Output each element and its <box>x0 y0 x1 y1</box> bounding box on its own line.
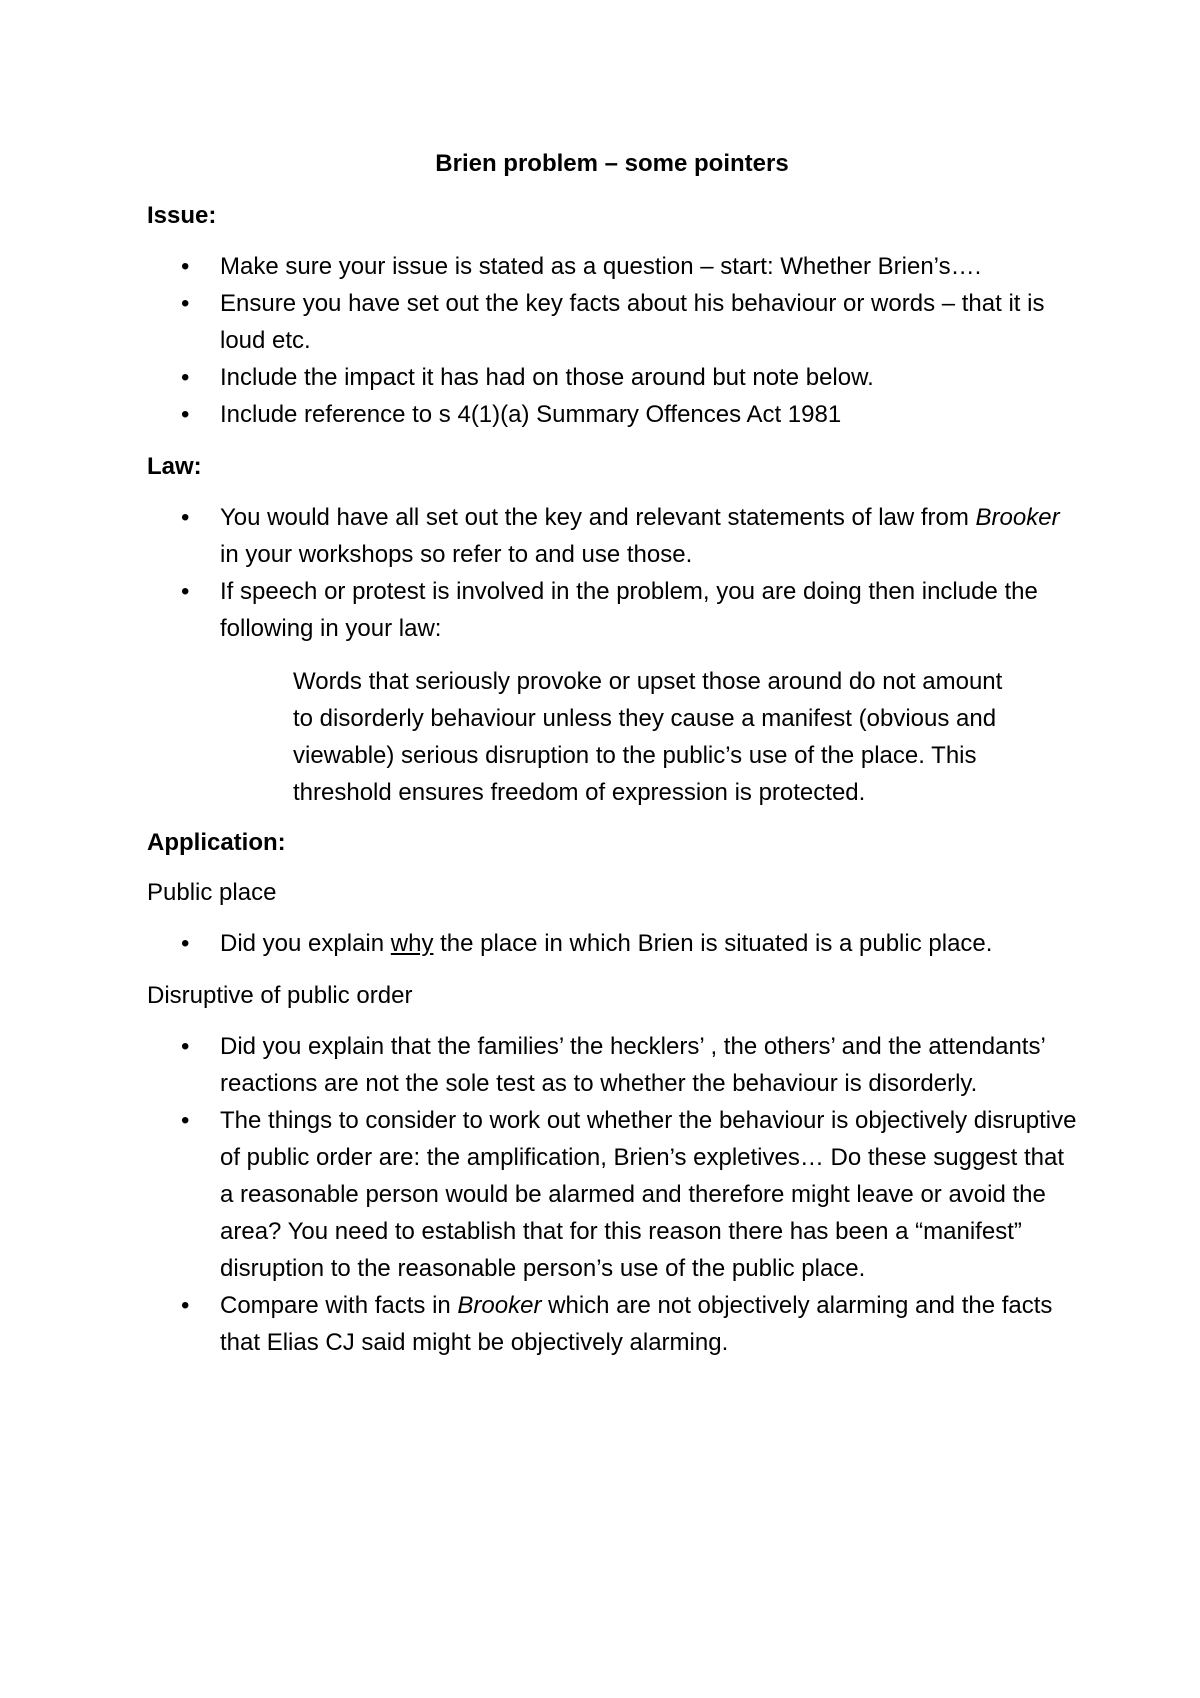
underlined-word: why <box>390 930 434 957</box>
list-item-text: Make sure your issue is stated as a question – start: Whether Brien’s…. <box>220 253 982 280</box>
list-item-text: Did you explain that the families’ the hecklers’ , the others’ and the attendants’ reactions are not the sole test as to whether the behaviour is disorderly. <box>220 1033 1045 1097</box>
bullet-icon: • <box>181 401 190 428</box>
list-item-text-start: Compare with facts in <box>220 1292 458 1319</box>
bullet-icon: • <box>181 253 190 280</box>
law-heading: Law: <box>147 453 202 480</box>
list-item-text: Include the impact it has had on those around but note below. <box>220 364 874 391</box>
disruptive-subheading: Disruptive of public order <box>147 982 413 1009</box>
list-item-text-end: in your workshops so refer to and use those. <box>220 541 693 568</box>
list-item <box>147 1028 1077 1102</box>
public-place-list <box>147 925 1077 962</box>
list-item <box>147 285 1077 359</box>
disruptive-list <box>147 1028 1077 1361</box>
application-heading: Application: <box>147 829 286 856</box>
issue-heading: Issue: <box>147 202 217 229</box>
list-item-text: If speech or protest is involved in the problem, you are doing then include the following in your law: <box>220 578 1038 642</box>
bullet-icon: • <box>181 364 190 391</box>
issue-list <box>147 248 1077 433</box>
public-place-subheading: Public place <box>147 879 277 906</box>
list-item <box>147 925 1077 962</box>
list-item-text-end: which are not objectively alarming and the facts that Elias CJ said might be objectively alarming. <box>220 1292 1053 1356</box>
law-list <box>147 499 1077 647</box>
case-name: Brooker <box>975 504 1060 531</box>
bullet-icon: • <box>181 1107 190 1134</box>
list-item-text: Ensure you have set out the key facts about his behaviour or words – that it is loud etc. <box>220 290 1045 354</box>
list-item <box>147 248 1077 285</box>
case-name: Brooker <box>457 1292 542 1319</box>
bullet-icon: • <box>181 578 190 605</box>
list-item <box>147 499 1077 573</box>
document-page <box>147 146 1077 1377</box>
list-item-text: The things to consider to work out whether the behaviour is objectively disruptive of public order are: the amplification, Brien’s expletives… Do these suggest that a reasonable person would be alarmed and therefore might leave or avoid the area? You need to establish that for this reason there has been a “manifest” disruption to the reasonable person’s use of the public place. <box>220 1107 1077 1282</box>
bullet-icon: • <box>181 1292 190 1319</box>
bullet-icon: • <box>181 290 190 317</box>
document-title: Brien problem – some pointers <box>435 150 789 177</box>
list-item-text-start: Did you explain <box>220 930 391 957</box>
list-item <box>147 573 1077 647</box>
list-item-text-end: the place in which Brien is situated is a public place. <box>433 930 993 957</box>
law-quote: Words that seriously provoke or upset those around do not amount to disorderly behaviour unless they cause a manifest (obvious and viewable) serious disruption to the public’s use of the place. This threshold ensures freedom of expression is protected. <box>293 668 1003 806</box>
list-item-text-start: You would have all set out the key and relevant statements of law from <box>220 504 976 531</box>
list-item <box>147 1287 1077 1361</box>
list-item <box>147 359 1077 396</box>
bullet-icon: • <box>181 1033 190 1060</box>
bullet-icon: • <box>181 930 190 957</box>
list-item-text: Include reference to s 4(1)(a) Summary Offences Act 1981 <box>220 401 842 428</box>
list-item <box>147 396 1077 433</box>
list-item <box>147 1102 1077 1287</box>
bullet-icon: • <box>181 504 190 531</box>
